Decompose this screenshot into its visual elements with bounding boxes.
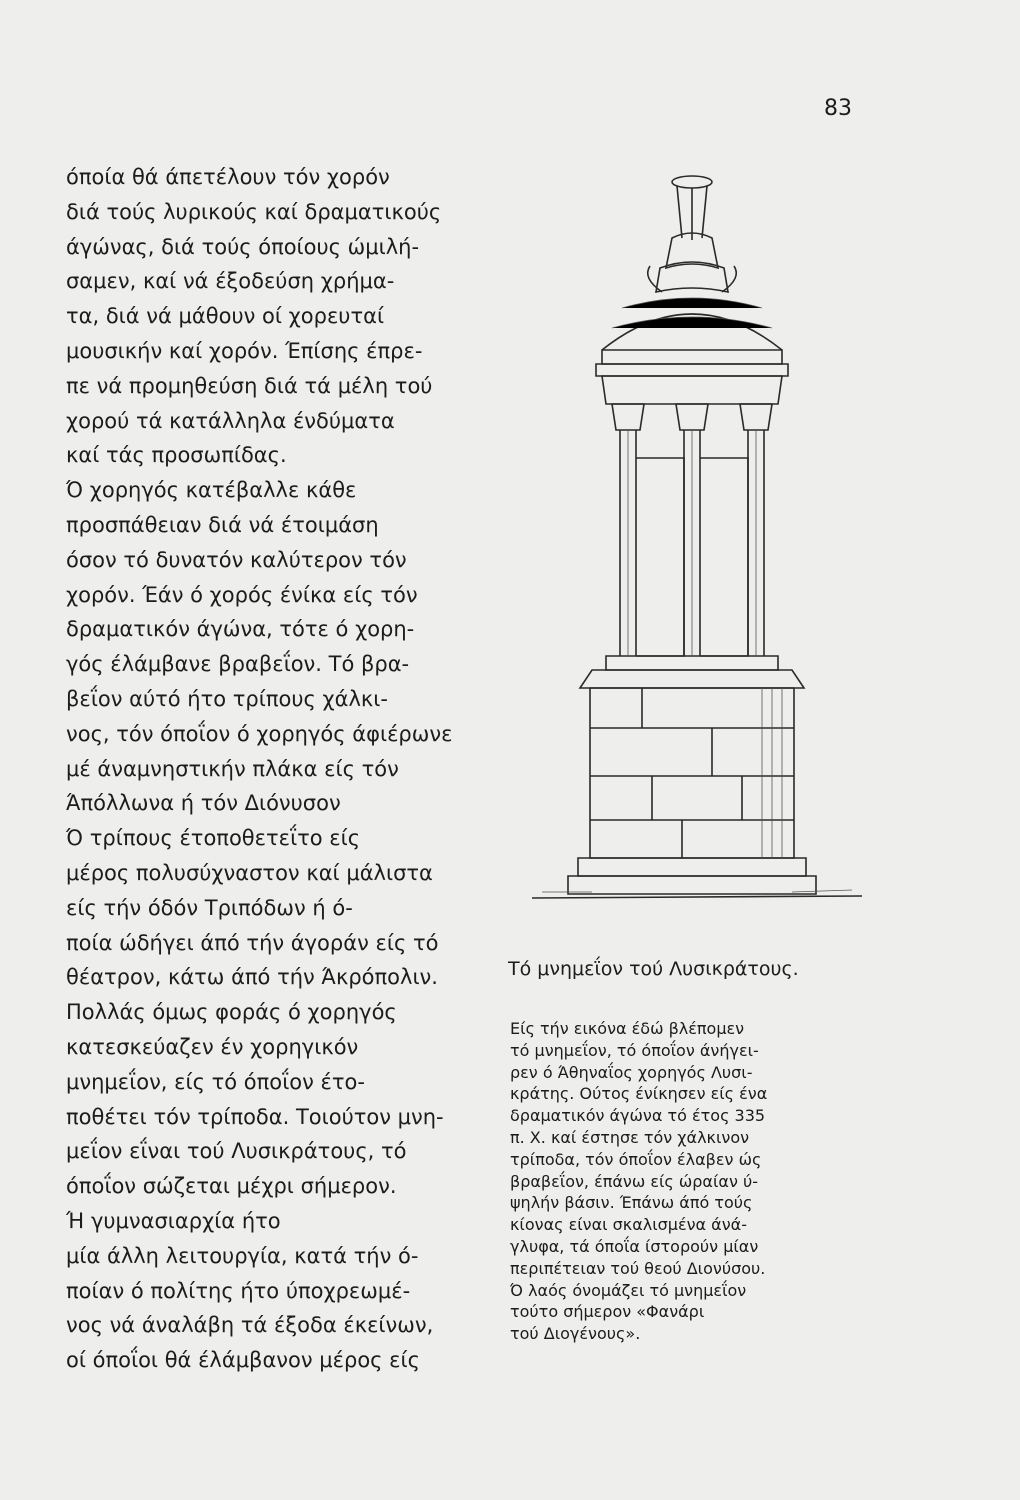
text-line: διά τούς λυρικούς καί δραματικούς [66,199,442,224]
caption-text-line: τρίποδα, τόν όποΐον έλαβεν ώς [510,1149,762,1169]
figure-caption: Τό μνημεΐον τού Λυσικράτους. [508,958,799,980]
monument-illustration [532,168,862,948]
text-line: μνημεΐον, είς τό όποΐον έτο- [66,1069,365,1094]
text-line: προσπάθειαν διά νά έτοιμάση [66,512,379,537]
caption-text-line: Ό λαός όνομάζει τό μνημεΐον [510,1280,747,1300]
text-line: όσον τό δυνατόν καλύτερον τόν [66,547,407,572]
text-line: μεΐον εΐναι τού Λυσικράτους, τό [66,1139,407,1164]
text-line: μουσικήν καί χορόν. Έπίσης έπρε- [66,338,423,363]
lysicrates-monument-drawing [532,168,862,948]
caption-text-line: περιπέτειαν τού θεού Διονύσου. [510,1258,766,1278]
caption-text-line: Είς τήν εικόνα έδώ βλέπομεν [510,1019,745,1038]
text-line: είς τήν όδόν Τριπόδων ή ό- [66,895,353,920]
text-line: μία άλλη λειτουργία, κατά τήν ό- [66,1243,419,1268]
text-line: ποθέτει τόν τρίποδα. Τοιούτον μνη- [66,1104,444,1129]
text-line: όποία θά άπετέλουν τόν χορόν [66,165,390,189]
text-line: θέατρον, κάτω άπό τήν Άκρόπολιν. [66,965,438,990]
text-line: Ό χορηγός κατέβαλλε κάθε [66,478,357,503]
text-line: χορού τά κατάλληλα ένδύματα [66,408,395,433]
text-line: Άπόλλωνα ή τόν Διόνυσον [66,791,341,816]
caption-text-line: γλυφα, τά όποΐα ίστορούν μίαν [510,1236,759,1256]
text-line: Ή γυμνασιαρχία ήτο [66,1208,281,1233]
caption-text-line: π. Χ. καί έστησε τόν χάλκινον [510,1127,750,1147]
text-line: όποΐον σώζεται μέχρι σήμερον. [66,1174,397,1199]
text-line: βεΐον αύτό ήτο τρίπους χάλκι- [66,686,388,711]
caption-text-line: δραματικόν άγώνα τό έτος 335 [510,1106,766,1126]
text-line: άγώνας, διά τούς όποίους ώμιλή- [66,234,420,259]
text-line: χορόν. Έάν ό χορός ένίκα είς τόν [66,582,418,607]
caption-text-line: κράτης. Ούτος ένίκησεν είς ένα [510,1084,768,1104]
text-line: πε νά προμηθεύση διά τά μέλη τού [66,373,433,398]
left-column-text [66,160,496,1378]
caption-text-line: ρεν ό Άθηναΐος χορηγός Λυσι- [510,1062,753,1082]
text-line: σαμεν, καί νά έξοδεύση χρήμα- [66,269,395,294]
text-line: καί τάς προσωπίδας. [66,443,287,468]
text-line: γός έλάμβανε βραβεΐον. Τό βρα- [66,652,410,677]
text-line: τα, διά νά μάθουν οί χορευταί [66,304,385,329]
caption-text-line: κίονας είναι σκαλισμένα άνά- [510,1215,747,1235]
text-line: Πολλάς όμως φοράς ό χορηγός [66,1000,397,1025]
right-column-text [510,1018,870,1345]
text-line: ποία ώδήγει άπό τήν άγοράν είς τό [66,930,439,955]
text-line: δραματικόν άγώνα, τότε ό χορη- [66,617,415,642]
text-line: κατεσκεύαζεν έν χορηγικόν [66,1034,359,1059]
text-line: νος, τόν όποΐον ό χορηγός άφιέρωνε [66,721,453,746]
text-line: μέ άναμνηστικήν πλάκα είς τόν [66,756,399,781]
text-line: μέρος πολυσύχναστον καί μάλιστα [66,860,433,885]
page-number: 83 [824,96,852,121]
caption-text-line: βραβεΐον, έπάνω είς ώραίαν ύ- [510,1171,758,1191]
text-line: Ό τρίπους έτοποθετεΐτο είς [66,826,361,851]
caption-text-line: τού Διογένους». [510,1324,641,1344]
caption-text-line: τό μνημεΐον, τό όποΐον άνήγει- [510,1040,759,1060]
text-line: νος νά άναλάβη τά έξοδα έκείνων, [66,1313,434,1338]
text-line: οί όποΐοι θά έλάμβανον μέρος είς [66,1348,420,1373]
text-line: ποίαν ό πολίτης ήτο ύποχρεωμέ- [66,1278,411,1303]
caption-text-line: τούτο σήμερον «Φανάρι [510,1302,705,1322]
caption-text-line: ψηλήν βάσιν. Έπάνω άπό τούς [510,1193,753,1213]
